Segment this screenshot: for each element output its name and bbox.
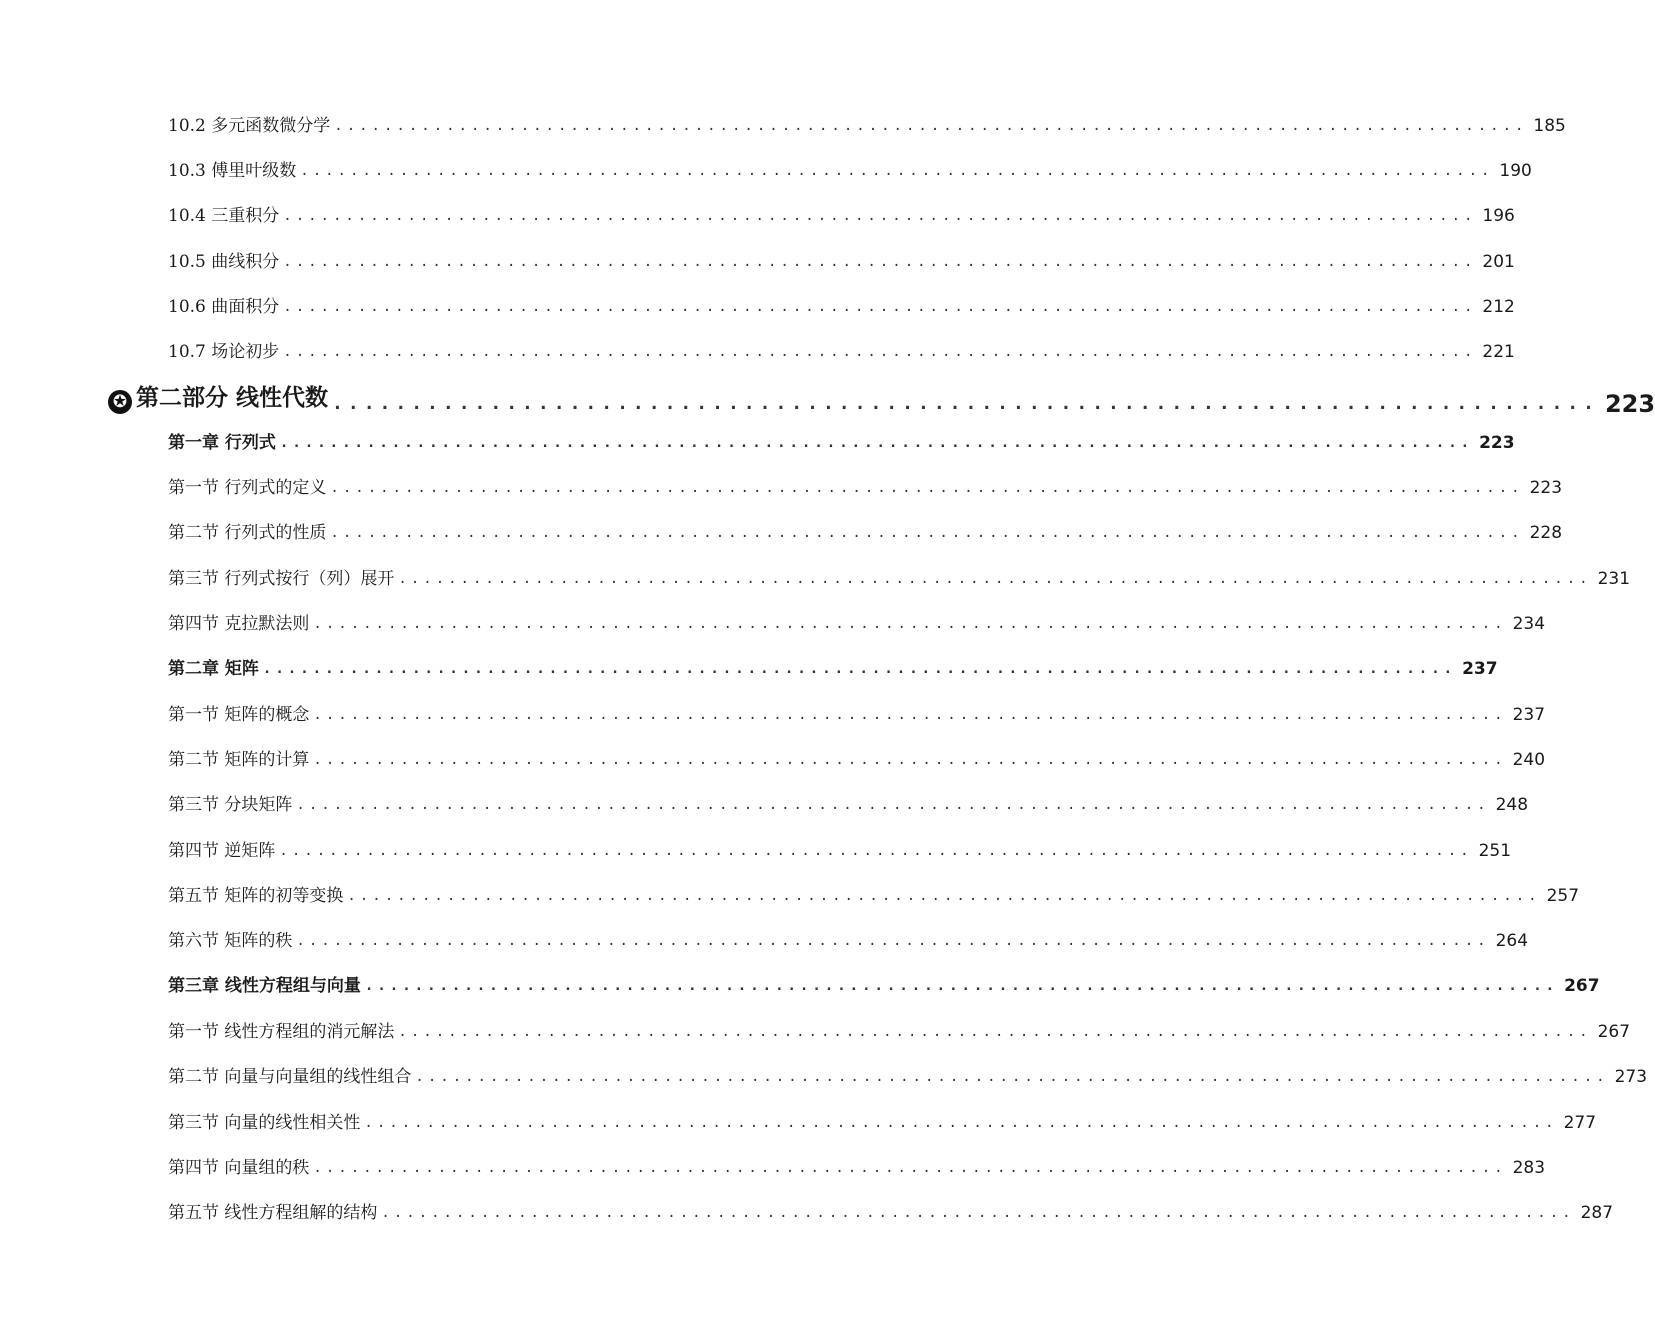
dot-leader: ................................................................................................: [347, 888, 1541, 904]
toc-entry[interactable]: [168, 470, 1563, 498]
dot-leader: ................................................................................................: [398, 1024, 1592, 1040]
toc-entry-page: 201: [1482, 252, 1515, 272]
toc-entry-page: 237: [1512, 705, 1546, 725]
dot-leader: ................................................................................................: [283, 344, 1477, 360]
dot-leader: ................................................................................................: [364, 1115, 1558, 1131]
dot-leader: ................................................................................................: [398, 571, 1592, 587]
toc-entry[interactable]: [168, 153, 1532, 181]
dot-leader: ................................................................................................: [300, 163, 1494, 179]
toc-entry-page: 185: [1533, 116, 1566, 136]
toc-part-page: 223: [1604, 390, 1655, 418]
toc-entry[interactable]: [168, 1105, 1597, 1133]
toc-entry-label: 第二节 行列式的性质: [168, 523, 327, 543]
toc-chapter[interactable]: [168, 651, 1498, 679]
toc-entry-label: 第三节 向量的线性相关性: [168, 1113, 361, 1133]
toc-entry[interactable]: [168, 289, 1515, 317]
toc-entry-page: 287: [1580, 1203, 1614, 1223]
toc-entry-page: 283: [1512, 1158, 1546, 1178]
toc-entry[interactable]: [168, 697, 1546, 725]
dot-leader: ................................................................................................: [334, 118, 1528, 134]
toc-entry-page: 248: [1495, 795, 1529, 815]
toc-entry[interactable]: [168, 1059, 1648, 1087]
toc-entry[interactable]: [168, 198, 1515, 226]
toc-entry-label: 第五节 矩阵的初等变换: [168, 886, 344, 906]
toc-chapter-page: 237: [1462, 659, 1498, 679]
toc-entry[interactable]: [168, 561, 1631, 589]
toc-entry-label: 10.2 多元函数微分学: [168, 116, 331, 136]
dot-leader: ................................................................................................: [364, 978, 1559, 994]
dot-leader: ................................................................................................: [313, 1160, 1507, 1176]
dot-leader: ................................................................................................: [381, 1205, 1575, 1221]
toc-entry[interactable]: [168, 923, 1529, 951]
toc-entry-label: 第三节 行列式按行（列）展开: [168, 569, 395, 589]
toc-entry-page: 273: [1614, 1067, 1648, 1087]
toc-entry[interactable]: [168, 108, 1566, 136]
toc-entry-page: 267: [1597, 1022, 1631, 1042]
toc-chapter-title: 第二章 矩阵: [168, 659, 259, 679]
toc-entry-page: 277: [1563, 1113, 1597, 1133]
toc-entry[interactable]: [168, 1195, 1614, 1223]
toc-entry-label: 第六节 矩阵的秩: [168, 931, 293, 951]
toc-entry-label: 10.5 曲线积分: [168, 252, 280, 272]
toc-entry-page: 223: [1529, 478, 1563, 498]
dot-leader: ................................................................................................: [262, 661, 1457, 677]
toc-entry[interactable]: [168, 742, 1546, 770]
toc-entry-page: 240: [1512, 750, 1546, 770]
toc-chapter[interactable]: [168, 425, 1515, 453]
toc-part-label: [108, 385, 332, 414]
toc-entry-label: 第四节 向量组的秩: [168, 1158, 310, 1178]
toc-entry-page: 221: [1482, 342, 1515, 362]
toc-entry-page: 228: [1529, 523, 1563, 543]
toc-entry-page: 190: [1499, 161, 1532, 181]
toc-chapter[interactable]: [168, 968, 1600, 996]
toc-entry-label: 第一节 线性方程组的消元解法: [168, 1022, 395, 1042]
toc-entry[interactable]: [168, 833, 1512, 861]
toc-entry-page: 234: [1512, 614, 1546, 634]
toc-entry-page: 231: [1597, 569, 1631, 589]
toc-part-title: 第二部分 线性代数: [136, 385, 329, 411]
toc-chapter-page: 267: [1564, 976, 1600, 996]
toc-entry[interactable]: [168, 1150, 1546, 1178]
toc-entry-label: 10.7 场论初步: [168, 342, 280, 362]
dot-leader: ................................................................................................: [313, 707, 1507, 723]
toc-entry-page: 264: [1495, 931, 1529, 951]
dot-leader: ................................................................................................: [283, 208, 1477, 224]
toc-entry-label: 第一节 矩阵的概念: [168, 705, 310, 725]
toc-part-heading[interactable]: [108, 378, 1655, 418]
toc-entry-label: 第四节 克拉默法则: [168, 614, 310, 634]
toc-entry-label: 10.6 曲面积分: [168, 297, 280, 317]
toc-entry-label: 第二节 矩阵的计算: [168, 750, 310, 770]
toc-entry-page: 212: [1482, 297, 1515, 317]
toc-entry[interactable]: [168, 787, 1529, 815]
dot-leader: ................................................................................................: [279, 435, 1474, 451]
toc-entry-label: 第五节 线性方程组解的结构: [168, 1203, 378, 1223]
dot-leader: ................................................................................................: [296, 933, 1490, 949]
toc-entry-label: 第四节 逆矩阵: [168, 841, 276, 861]
toc-entry[interactable]: [168, 606, 1546, 634]
toc-chapter-page: 223: [1479, 433, 1515, 453]
dot-leader: ................................................................................................: [330, 525, 1524, 541]
toc-entry[interactable]: [168, 244, 1515, 272]
dot-leader: ................................................................................................: [330, 480, 1524, 496]
toc-entry-label: 10.3 傅里叶级数: [168, 161, 297, 181]
dot-leader: ................................................................................................: [296, 797, 1490, 813]
toc-entry-label: 第二节 向量与向量组的线性组合: [168, 1067, 412, 1087]
toc-entry-label: 第三节 分块矩阵: [168, 795, 293, 815]
toc-entry[interactable]: [168, 878, 1580, 906]
dot-leader: ................................................................................: [332, 393, 1599, 414]
toc-chapter-title: 第一章 行列式: [168, 433, 276, 453]
dot-leader: ................................................................................................: [279, 843, 1473, 859]
star-circle-icon: ✪: [108, 390, 132, 414]
toc-chapter-title: 第三章 线性方程组与向量: [168, 976, 361, 996]
dot-leader: ................................................................................................: [283, 299, 1477, 315]
toc-entry[interactable]: [168, 515, 1563, 543]
dot-leader: ................................................................................................: [313, 616, 1507, 632]
toc-entry-page: 257: [1546, 886, 1580, 906]
toc-entry-label: 10.4 三重积分: [168, 206, 280, 226]
dot-leader: ................................................................................................: [283, 254, 1477, 270]
toc-entry[interactable]: [168, 1014, 1631, 1042]
toc-entry-label: 第一节 行列式的定义: [168, 478, 327, 498]
toc-entry-page: 196: [1482, 206, 1515, 226]
dot-leader: ................................................................................................: [313, 752, 1507, 768]
toc-entry[interactable]: [168, 334, 1515, 362]
dot-leader: ................................................................................................: [415, 1069, 1609, 1085]
toc-entry-page: 251: [1478, 841, 1512, 861]
